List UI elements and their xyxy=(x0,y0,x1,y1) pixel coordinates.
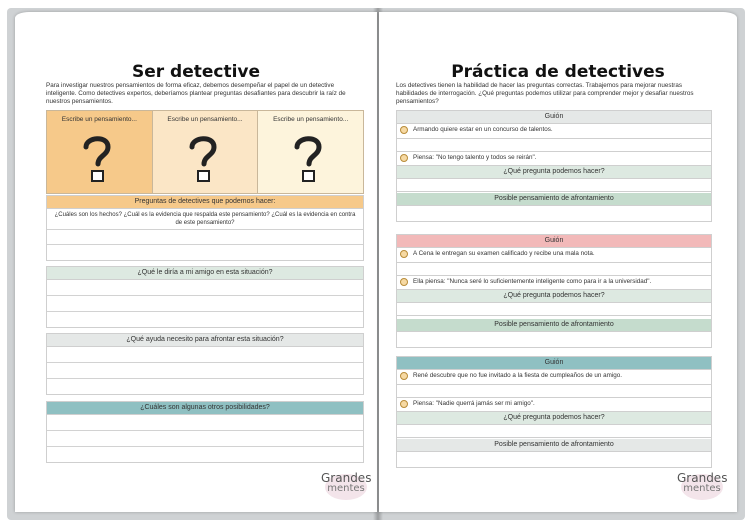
grandes-mentes-logo xyxy=(677,472,727,500)
coping-header: Posible pensamiento de afrontamiento xyxy=(397,439,711,452)
script-card xyxy=(396,110,712,222)
logo-line2: mentes xyxy=(683,483,721,494)
script-line xyxy=(397,276,711,288)
writing-line[interactable] xyxy=(47,312,363,327)
help-section xyxy=(46,333,364,395)
script-line-text: Ella piensa: "Nunca seré lo suficientemente inteligente como para ir a la universidad". xyxy=(413,278,652,285)
writing-line[interactable] xyxy=(47,296,363,312)
thought-box-label: Escribe un pensamiento... xyxy=(167,116,243,123)
question-header: ¿Qué pregunta podemos hacer? xyxy=(397,411,711,425)
writing-line[interactable] xyxy=(47,280,363,296)
friend-section xyxy=(46,266,364,328)
question-mark-icon xyxy=(77,131,117,183)
script-line-text: René descubre que no fue invitado a la fiesta de cumpleaños de un amigo. xyxy=(413,372,622,379)
thought-boxes xyxy=(46,110,364,194)
rule xyxy=(397,191,711,192)
script-header: Guión xyxy=(397,235,711,248)
script-line xyxy=(397,398,711,410)
thought-box[interactable] xyxy=(258,111,363,193)
rule xyxy=(397,437,711,438)
script-line-text: A Cena le entregan su examen calificado y recibe una mala nota. xyxy=(413,250,595,257)
rule xyxy=(397,138,711,139)
writing-line[interactable] xyxy=(47,347,363,363)
script-line-text: Piensa: "Nadie querrá jamás ser mi amigo". xyxy=(413,400,535,407)
rule xyxy=(397,384,711,385)
writing-line[interactable] xyxy=(47,363,363,379)
writing-line[interactable] xyxy=(47,230,363,245)
script-card xyxy=(396,356,712,468)
script-header: Guión xyxy=(397,111,711,124)
other-possibilities-section xyxy=(46,401,364,463)
friend-header: ¿Qué le diría a mi amigo en esta situación? xyxy=(47,267,363,280)
other-header: ¿Cuáles son algunas otros posibilidades? xyxy=(47,402,363,415)
thought-box-label: Escribe un pensamiento... xyxy=(273,116,349,123)
thought-box[interactable] xyxy=(47,111,153,193)
logo-line2: mentes xyxy=(327,483,365,494)
script-line-text: Armando quiere estar en un concurso de talentos. xyxy=(413,126,553,133)
question-mark-icon xyxy=(183,131,223,183)
script-line xyxy=(397,124,711,136)
logo-line1: Grandes xyxy=(321,471,372,485)
left-intro: Para investigar nuestros pensamientos de forma eficaz, debemos desempeñar el papel de un detective inteligente. Como detectives expertos, deberíamos plantear preguntas desafiantes para descubrir la raíz de nuestros pensamientos. xyxy=(46,82,346,105)
left-page xyxy=(15,12,377,512)
circle-bullet-icon xyxy=(400,154,408,162)
coping-header: Posible pensamiento de afrontamiento xyxy=(397,319,711,332)
book-spread xyxy=(7,8,745,520)
script-header: Guión xyxy=(397,357,711,370)
help-header: ¿Qué ayuda necesito para afrontar esta situación? xyxy=(47,334,363,347)
coping-header: Posible pensamiento de afrontamiento xyxy=(397,193,711,206)
right-title: Práctica de detectives xyxy=(451,62,665,82)
writing-line[interactable] xyxy=(47,447,363,462)
writing-line[interactable] xyxy=(47,379,363,394)
questions-header: Preguntas de detectives que podemos hacer: xyxy=(47,196,363,209)
questions-section xyxy=(46,195,364,261)
logo-line1: Grandes xyxy=(677,471,728,485)
right-intro: Los detectives tienen la habilidad de hacer las preguntas correctas. Trabajemos para mejorar nuestras habilidades de interrogación. ¿Qué preguntas podemos utilizar para comprender mejor y desafiar nuestros pensamientos? xyxy=(396,82,694,105)
circle-bullet-icon xyxy=(400,278,408,286)
script-line xyxy=(397,248,711,260)
right-page xyxy=(379,12,737,512)
script-card xyxy=(396,234,712,348)
rule xyxy=(397,262,711,263)
script-line xyxy=(397,152,711,164)
circle-bullet-icon xyxy=(400,250,408,258)
left-title: Ser detective xyxy=(131,62,261,82)
circle-bullet-icon xyxy=(400,126,408,134)
thought-box-label: Escribe un pensamiento... xyxy=(61,116,137,123)
questions-subtext: ¿Cuáles son los hechos? ¿Cuál es la evidencia que respalda este pensamiento? ¿Cuál es la evidencia en contra de este pensamiento? xyxy=(47,209,363,230)
script-line-text: Piensa: "No tengo talento y todos se reirán". xyxy=(413,154,537,161)
writing-line[interactable] xyxy=(47,415,363,431)
question-header: ¿Qué pregunta podemos hacer? xyxy=(397,165,711,179)
question-header: ¿Qué pregunta podemos hacer? xyxy=(397,289,711,303)
script-line xyxy=(397,370,711,382)
circle-bullet-icon xyxy=(400,400,408,408)
question-mark-icon xyxy=(288,131,328,183)
rule xyxy=(397,315,711,316)
writing-line[interactable] xyxy=(47,245,363,259)
writing-line[interactable] xyxy=(47,431,363,447)
grandes-mentes-logo xyxy=(321,472,371,500)
circle-bullet-icon xyxy=(400,372,408,380)
thought-box[interactable] xyxy=(153,111,259,193)
